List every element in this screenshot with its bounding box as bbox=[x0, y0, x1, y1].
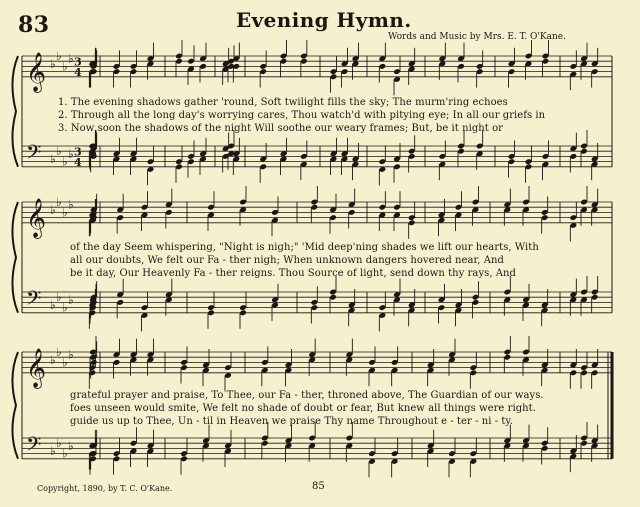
staff-brace bbox=[12, 352, 18, 459]
flat-sign: ♭ bbox=[56, 195, 62, 209]
flat-sign: ♭ bbox=[62, 300, 68, 315]
flat-sign: ♭ bbox=[56, 49, 62, 63]
flat-sign: ♭ bbox=[50, 202, 56, 217]
copyright-notice: Copyright, 1890, by T. C. O'Kane. bbox=[37, 484, 173, 493]
lyric-line: guide us up to Thee, Un - til in Heaven we praise Thy name Throughout e - ter - ni - ty. bbox=[70, 416, 514, 427]
treble-clef: 𝄞 bbox=[26, 197, 47, 238]
staff-brace bbox=[12, 56, 18, 167]
flat-sign: ♭ bbox=[68, 438, 74, 453]
flat-sign: ♭ bbox=[68, 51, 74, 66]
lyric-line: 2. Through all the long day's worrying cares, Thou watch'd with pitying eye; In all our griefs in bbox=[58, 110, 546, 121]
lyric-line: all our doubts, We felt our Fa - ther nigh; When unknown dangers hovered near, And bbox=[70, 255, 504, 266]
hymn-number: 83 bbox=[18, 12, 50, 38]
hymn-title: Evening Hymn. bbox=[236, 8, 412, 32]
flat-sign: ♭ bbox=[68, 347, 74, 362]
flat-sign: ♭ bbox=[50, 152, 56, 166]
time-signature: 3 bbox=[74, 55, 82, 69]
flat-sign: ♭ bbox=[50, 298, 56, 312]
flat-sign: ♭ bbox=[62, 205, 68, 220]
lyric-line: be it day, Our Heavenly Fa - ther reigns. Thou Source of light, send down thy rays, And bbox=[70, 268, 516, 279]
flat-sign: ♭ bbox=[50, 352, 56, 367]
flat-sign: ♭ bbox=[56, 436, 62, 451]
flat-sign: ♭ bbox=[68, 292, 74, 307]
staff-brace bbox=[12, 202, 18, 313]
lyric-line: 3. Now soon the shadows of the night Will soothe our weary frames; But, be it night or bbox=[58, 123, 503, 134]
flat-sign: ♭ bbox=[56, 144, 62, 159]
flat-sign: ♭ bbox=[50, 56, 56, 71]
flat-sign: ♭ bbox=[50, 444, 56, 458]
treble-clef: 𝄞 bbox=[26, 347, 47, 388]
treble-clef: 𝄞 bbox=[26, 51, 47, 92]
flat-sign: ♭ bbox=[62, 154, 68, 169]
bass-clef: 𝄢 bbox=[26, 432, 42, 461]
hymn-credit: Words and Music by Mrs. E. T. O'Kane. bbox=[388, 32, 566, 42]
time-signature: 4 bbox=[74, 155, 82, 169]
time-signature: 3 bbox=[74, 145, 82, 159]
lyric-line: foes unseen would smite, We felt no shade of doubt or fear, But knew all things were right. bbox=[70, 403, 536, 414]
page-number: 85 bbox=[312, 481, 325, 492]
flat-sign: ♭ bbox=[68, 146, 74, 161]
flat-sign: ♭ bbox=[56, 290, 62, 305]
flat-sign: ♭ bbox=[68, 197, 74, 212]
time-signature: 4 bbox=[74, 65, 82, 79]
lyric-line: 1. The evening shadows gather 'round, Soft twilight fills the sky; The murm'ring echoes bbox=[58, 97, 508, 108]
flat-sign: ♭ bbox=[56, 345, 62, 359]
lyric-line: of the day Seem whispering, "Night is nigh;" 'Mid deep'ning shades we lift our hearts, With bbox=[70, 242, 539, 253]
bass-clef: 𝄢 bbox=[26, 286, 42, 315]
flat-sign: ♭ bbox=[62, 355, 68, 370]
lyric-line: grateful prayer and praise, To Thee, our Fa - ther, throned above, The Guardian of our ways. bbox=[70, 390, 544, 401]
flat-sign: ♭ bbox=[62, 446, 68, 461]
bass-clef: 𝄢 bbox=[26, 140, 42, 169]
flat-sign: ♭ bbox=[62, 59, 68, 74]
